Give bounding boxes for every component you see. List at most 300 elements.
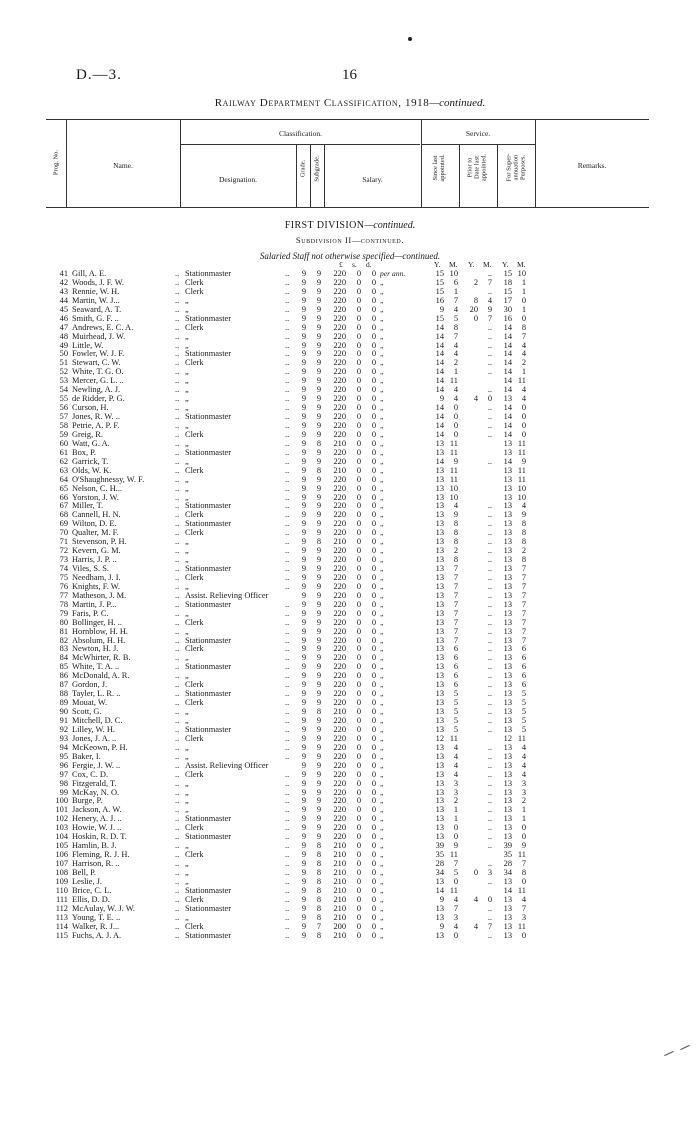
grade-cell: 9 <box>301 805 307 815</box>
prior-months: .. <box>487 930 492 940</box>
grade-cell: 9 <box>301 644 307 654</box>
grade-cell: 9 <box>301 599 307 609</box>
leader-dots: .. <box>285 340 290 350</box>
since-last-years: 13 <box>435 528 444 538</box>
leader-dots: .. <box>175 546 180 556</box>
prior-months: .. <box>487 617 492 627</box>
table-row <box>0 832 700 841</box>
prior-months: .. <box>487 751 492 761</box>
leader-dots: .. <box>175 394 180 404</box>
salary-shillings: 0 <box>356 295 361 305</box>
prog-no: 63 <box>59 465 68 475</box>
salary-pence: 0 <box>371 742 376 752</box>
table-row <box>0 814 700 823</box>
leader-dots: .. <box>285 555 290 565</box>
subgrade-cell: 9 <box>316 313 322 323</box>
grade-cell: 9 <box>301 921 307 931</box>
subgrade-cell: 9 <box>316 385 322 395</box>
prior-months: .. <box>487 823 492 833</box>
super-years: 16 <box>503 313 512 323</box>
leader-dots: .. <box>175 716 180 725</box>
since-last-years: 13 <box>435 644 444 654</box>
years-unit: Y. <box>468 260 475 269</box>
since-last-months: 11 <box>449 885 458 895</box>
designation-cell: Clerk <box>185 921 204 931</box>
salary-period: „ <box>380 644 385 654</box>
super-years: 13 <box>503 823 512 833</box>
salary-pence: 0 <box>371 626 376 636</box>
prior-months: .. <box>487 689 492 699</box>
grade-cell: 9 <box>301 733 307 743</box>
subgrade-cell: 8 <box>316 465 322 475</box>
salary-shillings: 0 <box>356 322 361 332</box>
since-last-months: 8 <box>453 537 458 547</box>
salary-pounds: 220 <box>333 787 346 797</box>
salary-shillings: 0 <box>356 930 361 940</box>
leader-dots: .. <box>175 322 180 332</box>
since-last-months: 5 <box>453 689 458 699</box>
name-cell: Martin, J. P... <box>72 599 117 609</box>
subgrade-cell: 9 <box>316 403 322 413</box>
subgrade-cell: 9 <box>316 689 322 699</box>
since-last-years: 13 <box>435 671 444 681</box>
salary-pence: 0 <box>371 608 376 618</box>
grade-cell: 9 <box>301 867 307 877</box>
super-years: 13 <box>503 581 512 591</box>
grade-cell: 9 <box>301 564 307 574</box>
super-months: 6 <box>521 662 526 672</box>
prog-no: 67 <box>59 501 68 511</box>
salary-pounds: 220 <box>333 429 346 439</box>
salary-period: „ <box>380 626 385 636</box>
salary-pence: 0 <box>371 832 376 842</box>
prog-no: 74 <box>59 564 68 574</box>
table-row <box>0 886 700 895</box>
super-years: 13 <box>503 760 512 770</box>
salary-period: „ <box>380 555 385 565</box>
table-row <box>0 734 700 743</box>
salary-pence: 0 <box>371 787 376 797</box>
super-months: 3 <box>521 778 526 788</box>
since-last-months: 4 <box>453 394 458 404</box>
super-months: 1 <box>521 814 526 824</box>
super-months: 8 <box>521 555 526 565</box>
leader-dots: .. <box>175 286 180 296</box>
since-last-years: 15 <box>435 313 444 323</box>
table-row <box>0 564 700 573</box>
salary-pence: 0 <box>371 698 376 708</box>
salary-pounds: 220 <box>333 492 346 502</box>
table-row <box>0 439 700 448</box>
super-months: 0 <box>521 295 526 305</box>
super-months: 11 <box>517 474 526 484</box>
name-cell: Fuchs, A. J. A. <box>72 930 122 940</box>
table-row <box>0 546 700 555</box>
prog-no: 76 <box>59 581 68 591</box>
table-row <box>0 850 700 859</box>
designation-cell: „ <box>185 671 189 681</box>
name-cell: Hoskin, R. D. T. <box>72 832 127 842</box>
leader-dots: .. <box>285 635 290 645</box>
leader-dots: .. <box>175 876 180 886</box>
name-cell: Fleming, R. J. H. <box>72 850 130 860</box>
salary-shillings: 0 <box>356 769 361 779</box>
leader-dots: .. <box>285 483 290 493</box>
leader-dots: .. <box>285 698 290 708</box>
table-row <box>0 376 700 385</box>
salary-pounds: 220 <box>333 447 346 457</box>
subgrade-cell: 9 <box>316 733 322 743</box>
subgrade-cell: 9 <box>316 474 322 484</box>
super-months: 8 <box>521 528 526 538</box>
salary-pounds: 220 <box>333 269 346 278</box>
salary-pence: 0 <box>371 331 376 341</box>
grade-cell: 9 <box>301 420 307 430</box>
salary-pounds: 220 <box>333 501 346 511</box>
salary-period: „ <box>380 501 385 511</box>
since-last-years: 13 <box>435 492 444 502</box>
grade-cell: 9 <box>301 796 307 806</box>
salary-pounds: 210 <box>333 894 346 904</box>
designation-cell: „ <box>185 403 189 413</box>
salary-period: „ <box>380 894 385 904</box>
super-months: 7 <box>521 859 526 869</box>
prog-no: 42 <box>59 277 68 287</box>
leader-dots: .. <box>175 751 180 761</box>
salary-shillings: 0 <box>356 850 361 860</box>
subgrade-cell: 9 <box>316 760 322 770</box>
salary-pence: 0 <box>371 850 376 860</box>
designation-cell: Stationmaster <box>185 724 232 734</box>
superannuation-header: For Super- annuation Purposes. <box>505 153 527 182</box>
prog-no: 88 <box>59 689 68 699</box>
since-last-years: 13 <box>435 438 444 448</box>
prior-months: .. <box>487 912 492 922</box>
table-row <box>0 922 700 931</box>
table-row <box>0 501 700 510</box>
salary-pence: 0 <box>371 894 376 904</box>
subgrade-cell: 8 <box>316 912 322 922</box>
designation-cell: Stationmaster <box>185 635 232 645</box>
salary-pounds: 210 <box>333 876 346 886</box>
prior-months: .. <box>487 581 492 591</box>
salary-period: „ <box>380 546 385 556</box>
super-years: 13 <box>503 644 512 654</box>
prior-months: .. <box>487 698 492 708</box>
leader-dots: .. <box>175 903 180 913</box>
salary-period: „ <box>380 760 385 770</box>
super-years: 13 <box>503 707 512 717</box>
prior-months: .. <box>487 349 492 359</box>
salary-shillings: 0 <box>356 313 361 323</box>
leader-dots: .. <box>285 286 290 296</box>
super-months: 7 <box>521 564 526 574</box>
designation-cell: „ <box>185 555 189 565</box>
super-months: 8 <box>521 322 526 332</box>
name-cell: Walker, R. J... <box>72 921 120 931</box>
name-cell: Olds, W. K. <box>72 465 112 475</box>
grade-cell: 9 <box>301 295 307 305</box>
salary-pence: 0 <box>371 358 376 368</box>
salary-period: „ <box>380 751 385 761</box>
salary-pounds: 220 <box>333 689 346 699</box>
salary-period: „ <box>380 447 385 457</box>
prog-no: 86 <box>59 671 68 681</box>
salary-pounds: 220 <box>333 483 346 493</box>
grade-cell: 9 <box>301 385 307 395</box>
table-row <box>0 796 700 805</box>
designation-cell: Clerk <box>185 698 204 708</box>
salary-period: „ <box>380 528 385 538</box>
grade-cell: 9 <box>301 876 307 886</box>
table-row <box>0 636 700 645</box>
since-last-years: 39 <box>435 841 444 851</box>
leader-dots: .. <box>285 921 290 931</box>
leader-dots: .. <box>175 796 180 806</box>
remarks-header: Remarks. <box>577 161 607 170</box>
salary-shillings: 0 <box>356 653 361 663</box>
prog-no: 115 <box>55 930 68 940</box>
page-mark <box>408 37 412 41</box>
col-divider <box>296 144 297 207</box>
leader-dots: .. <box>285 394 290 404</box>
designation-cell: „ <box>185 805 189 815</box>
designation-cell: Clerk <box>185 510 204 520</box>
prior-months: .. <box>487 707 492 717</box>
salary-pence: 0 <box>371 814 376 824</box>
prior-months: .. <box>487 769 492 779</box>
designation-cell: Clerk <box>185 429 204 439</box>
salary-pence: 0 <box>371 403 376 413</box>
leader-dots: .. <box>175 724 180 734</box>
subgrade-cell: 9 <box>316 698 322 708</box>
salary-pence: 0 <box>371 313 376 323</box>
super-years: 13 <box>503 492 512 502</box>
leader-dots: .. <box>285 295 290 305</box>
grade-cell: 9 <box>301 456 307 466</box>
since-last-months: 7 <box>453 608 458 618</box>
leader-dots: .. <box>285 689 290 699</box>
since-last-years: 9 <box>439 894 444 904</box>
leader-dots: .. <box>175 474 180 484</box>
table-row <box>0 877 700 886</box>
designation-cell: Stationmaster <box>185 903 232 913</box>
salary-period: „ <box>380 465 385 475</box>
since-last-months: 4 <box>453 921 458 931</box>
prior-months: .. <box>487 814 492 824</box>
salary-pounds: 200 <box>333 921 346 931</box>
since-last-months: 11 <box>449 447 458 457</box>
salary-shillings: 0 <box>356 671 361 681</box>
salary-pounds: 220 <box>333 385 346 395</box>
leader-dots: .. <box>175 733 180 743</box>
prog-no: 46 <box>59 313 68 323</box>
designation-cell: Stationmaster <box>185 689 232 699</box>
super-months: 1 <box>521 304 526 314</box>
super-months: 6 <box>521 671 526 681</box>
salary-pounds: 220 <box>333 608 346 618</box>
salary-pounds: 220 <box>333 724 346 734</box>
since-last-years: 13 <box>435 832 444 842</box>
months-unit: M. <box>483 260 492 269</box>
salary-period: „ <box>380 483 385 493</box>
since-last-years: 14 <box>435 385 444 395</box>
grade-cell: 9 <box>301 313 307 323</box>
grade-cell: 9 <box>301 653 307 663</box>
grade-cell: 9 <box>301 635 307 645</box>
salary-shillings: 0 <box>356 867 361 877</box>
salary-shillings: 0 <box>356 707 361 717</box>
since-last-months: 10 <box>449 269 458 278</box>
prior-months: .. <box>487 358 492 368</box>
since-last-months: 7 <box>453 903 458 913</box>
prog-no: 83 <box>59 644 68 654</box>
prior-months: .. <box>487 787 492 797</box>
super-years: 28 <box>503 859 512 869</box>
subgrade-cell: 8 <box>316 930 322 940</box>
leader-dots: .. <box>285 501 290 511</box>
designation-cell: „ <box>185 841 189 851</box>
prior-months: 0 <box>487 894 492 904</box>
table-row <box>0 931 700 940</box>
since-last-years: 13 <box>435 680 444 690</box>
super-months: 11 <box>517 850 526 860</box>
salary-period: „ <box>380 412 385 422</box>
division-title: FIRST DIVISION <box>284 220 365 231</box>
super-years: 13 <box>503 930 512 940</box>
since-last-months: 6 <box>453 644 458 654</box>
subgrade-cell: 9 <box>316 608 322 618</box>
super-years: 13 <box>503 483 512 493</box>
designation-cell: Stationmaster <box>185 349 232 359</box>
subgrade-cell: 9 <box>316 420 322 430</box>
leader-dots: .. <box>285 903 290 913</box>
name-cell: Garrick, T. <box>72 456 109 466</box>
salary-pence: 0 <box>371 269 376 278</box>
salary-shillings: 0 <box>356 644 361 654</box>
salary-period: „ <box>380 617 385 627</box>
salary-pence: 0 <box>371 492 376 502</box>
subgrade-cell: 9 <box>316 814 322 824</box>
subgrade-cell: 9 <box>316 322 322 332</box>
prog-no: 78 <box>59 599 68 609</box>
super-years: 13 <box>503 671 512 681</box>
super-years: 14 <box>503 403 512 413</box>
name-cell: Cannell, H. N. <box>72 510 121 520</box>
salary-period: „ <box>380 429 385 439</box>
super-months: 0 <box>521 403 526 413</box>
prior-months: .. <box>487 662 492 672</box>
designation-cell: Clerk <box>185 769 204 779</box>
salary-header: Salary. <box>362 175 383 184</box>
name-cell: Woods, J. F. W. <box>72 277 124 287</box>
grade-cell: 9 <box>301 903 307 913</box>
prior-years: 4 <box>473 921 478 931</box>
leader-dots: .. <box>175 412 180 422</box>
since-last-years: 13 <box>435 635 444 645</box>
super-months: 0 <box>521 930 526 940</box>
since-last-years: 34 <box>435 867 444 877</box>
name-cell: Fowler, W. J. F. <box>72 349 125 359</box>
prior-header: Prior to Date last appointed. <box>466 153 488 182</box>
salary-pence: 0 <box>371 778 376 788</box>
leader-dots: .. <box>175 930 180 940</box>
super-years: 13 <box>503 599 512 609</box>
grade-cell: 9 <box>301 537 307 547</box>
prior-months: 4 <box>487 295 492 305</box>
table-row <box>0 394 700 403</box>
prior-months: .. <box>487 331 492 341</box>
leader-dots: .. <box>285 564 290 574</box>
salary-period: „ <box>380 653 385 663</box>
since-last-months: 4 <box>453 769 458 779</box>
prog-no: 85 <box>59 662 68 672</box>
salary-pence: 0 <box>371 429 376 439</box>
name-cell: Baker, I. <box>72 751 101 761</box>
salary-period: „ <box>380 519 385 529</box>
since-last-years: 13 <box>435 510 444 520</box>
name-cell: McKeown, P. H. <box>72 742 128 752</box>
super-months: 6 <box>521 644 526 654</box>
grade-cell: 9 <box>301 912 307 922</box>
since-last-years: 13 <box>435 778 444 788</box>
leader-dots: .. <box>285 599 290 609</box>
salary-period: „ <box>380 716 385 725</box>
since-last-years: 13 <box>435 689 444 699</box>
super-years: 14 <box>503 349 512 359</box>
salary-pence: 0 <box>371 930 376 940</box>
salary-pence: 0 <box>371 277 376 287</box>
leader-dots: .. <box>175 358 180 368</box>
designation-cell: „ <box>185 367 189 377</box>
name-cell: Miller, T. <box>72 501 104 511</box>
prior-months: .. <box>487 412 492 422</box>
grade-cell: 9 <box>301 885 307 895</box>
designation-cell: „ <box>185 492 189 502</box>
subgrade-cell: 9 <box>316 340 322 350</box>
leader-dots: .. <box>175 885 180 895</box>
leader-dots: .. <box>285 885 290 895</box>
super-years: 13 <box>503 564 512 574</box>
salary-pence: 0 <box>371 420 376 430</box>
salary-period: „ <box>380 876 385 886</box>
subgrade-cell: 9 <box>316 501 322 511</box>
designation-cell: Clerk <box>185 465 204 475</box>
subgrade-cell: 9 <box>316 564 322 574</box>
leader-dots: .. <box>175 385 180 395</box>
grade-cell: 9 <box>301 331 307 341</box>
leader-dots: .. <box>285 358 290 368</box>
super-months: 9 <box>521 841 526 851</box>
salary-period: „ <box>380 921 385 931</box>
leader-dots: .. <box>175 823 180 833</box>
since-last-months: 7 <box>453 572 458 582</box>
table-row <box>0 555 700 564</box>
salary-shillings: 0 <box>356 626 361 636</box>
grade-cell: 9 <box>301 465 307 475</box>
since-last-years: 13 <box>435 590 444 600</box>
subgrade-cell: 9 <box>316 447 322 457</box>
salary-period: „ <box>380 420 385 430</box>
since-last-years: 15 <box>435 277 444 287</box>
table-row <box>0 493 700 502</box>
name-cell: Matheson, J. M. <box>72 590 127 600</box>
salary-pence: 0 <box>371 501 376 511</box>
salary-pence: 0 <box>371 876 376 886</box>
since-last-years: 13 <box>435 474 444 484</box>
prog-no: 59 <box>59 429 68 439</box>
since-last-months: 8 <box>453 322 458 332</box>
